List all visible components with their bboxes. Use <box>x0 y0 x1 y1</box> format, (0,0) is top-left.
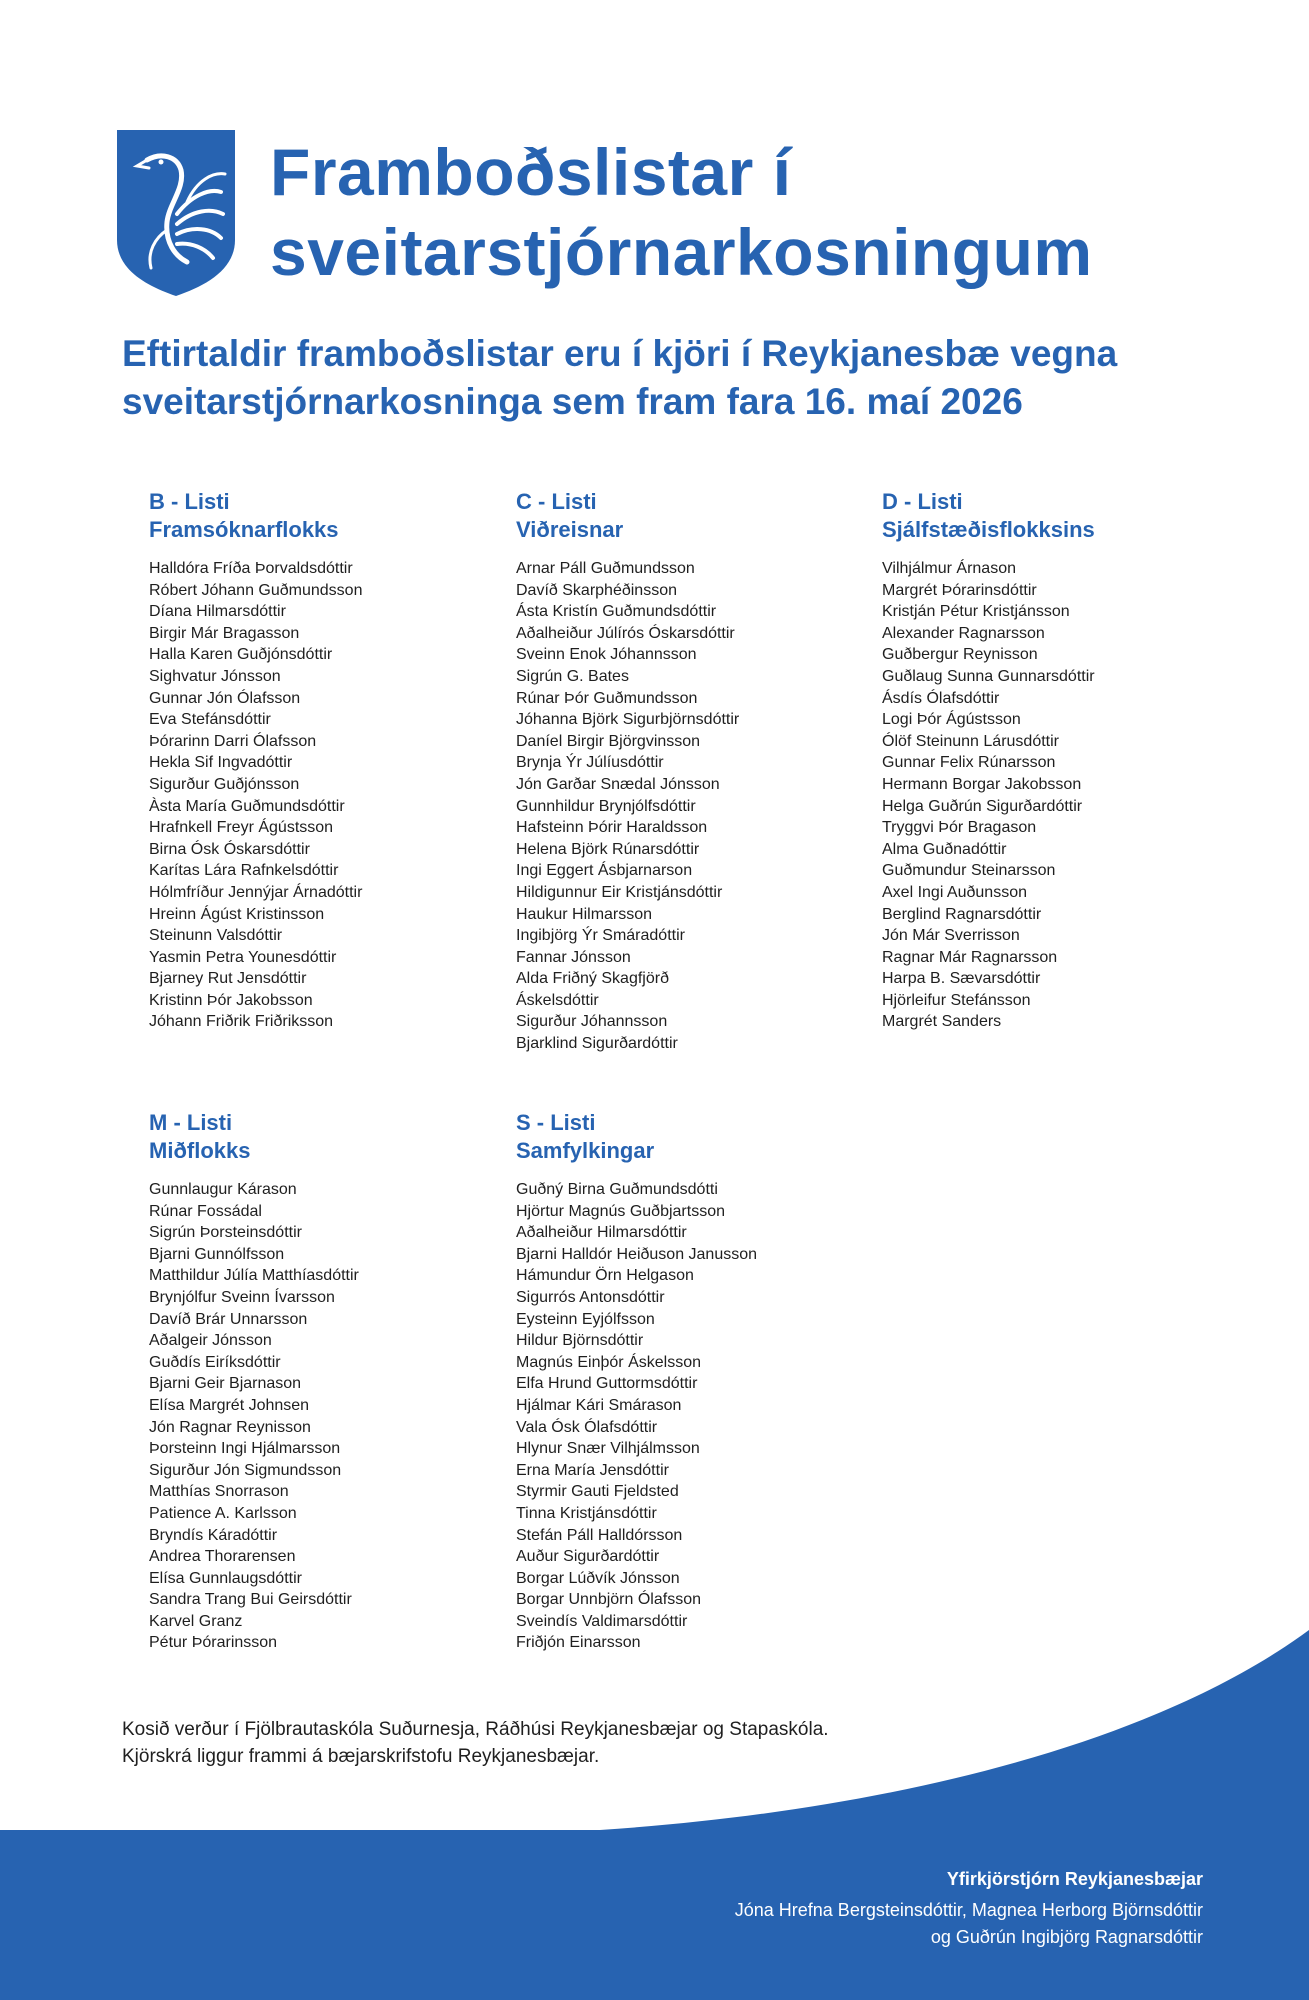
page-title <box>270 132 1270 292</box>
candidate-name: Alexander Ragnarsson <box>882 624 1045 642</box>
candidate-name: Matthildur Júlía Matthíasdóttir <box>149 1267 359 1285</box>
candidate-name: Helena Björk Rúnarsdóttir <box>516 840 700 858</box>
candidate-name: Brynja Ýr Júlíusdóttir <box>516 754 664 772</box>
candidate-name: Aðalheiður Júlírós Óskarsdóttir <box>516 624 735 642</box>
candidate-name: Sigurrós Antonsdóttir <box>516 1288 665 1306</box>
candidate-name: Jón Ragnar Reynisson <box>149 1418 311 1436</box>
candidate-name: Bjarni Halldór Heiðuson Janusson <box>516 1245 758 1263</box>
candidate-name: Harpa B. Sævarsdóttir <box>882 970 1041 988</box>
voting-locations: Kosið verður í Fjölbrautaskóla Suðurnesja, Ráðhúsi Reykjanesbæjar og Stapaskóla. <box>122 1719 829 1740</box>
candidate-name: Gunnar Felix Rúnarsson <box>882 754 1056 772</box>
candidate-name: Erna María Jensdóttir <box>516 1461 669 1479</box>
candidate-name: Berglind Ragnarsdóttir <box>882 905 1042 923</box>
candidate-name: Helga Guðrún Sigurðardóttir <box>882 797 1083 815</box>
candidate-name: Patience A. Karlsson <box>149 1504 297 1522</box>
candidate-name: Hámundur Örn Helgason <box>516 1267 694 1285</box>
party-name: Sjálfstæðisflokksins <box>882 517 1095 542</box>
candidate-name: Hreinn Ágúst Kristinsson <box>149 905 325 923</box>
candidate-name: Jón Garðar Snædal Jónsson <box>516 775 720 793</box>
candidate-name: Sigrún G. Bates <box>516 667 629 685</box>
candidate-name: Hermann Borgar Jakobsson <box>882 775 1082 793</box>
candidate-name: Rúnar Fossádal <box>149 1202 262 1220</box>
candidate-name: Pétur Þórarinsson <box>149 1634 278 1652</box>
candidate-name: Yasmin Petra Younesdóttir <box>149 948 337 966</box>
list-heading <box>149 1109 489 1165</box>
candidate-list <box>516 1179 856 1654</box>
candidate-name: Karítas Lára Rafnkelsdóttir <box>149 862 339 880</box>
list-c <box>516 488 856 1055</box>
party-name: Samfylkingar <box>516 1138 655 1163</box>
candidate-name: Hrafnkell Freyr Ágústsson <box>149 819 334 837</box>
candidate-name: Andrea Thorarensen <box>149 1548 296 1566</box>
candidate-name: Birgir Már Bragasson <box>149 624 300 642</box>
candidate-name: Tryggvi Þór Bragason <box>882 819 1037 837</box>
candidate-name: Àsta María Guðmundsdóttir <box>149 797 345 815</box>
candidate-list <box>882 558 1222 1033</box>
page-subtitle <box>122 330 1242 426</box>
signature-line-1: Jóna Hrefna Bergsteinsdóttir, Magnea Herborg Björnsdóttir <box>734 1900 1203 1920</box>
signature <box>735 1866 1203 1951</box>
candidate-name: Alma Guðnadóttir <box>882 840 1007 858</box>
candidate-name: Eysteinn Eyjólfsson <box>516 1310 655 1328</box>
candidate-name: Margrét Sanders <box>882 1013 1002 1031</box>
candidate-name: Halla Karen Guðjónsdóttir <box>149 646 333 664</box>
list-label: S - Listi <box>516 1110 596 1135</box>
candidate-list <box>516 558 856 1055</box>
candidate-name: Díana Hilmarsdóttir <box>149 603 286 621</box>
candidate-list <box>149 1179 489 1654</box>
candidate-name: Guðdís Eiríksdóttir <box>149 1353 281 1371</box>
subtitle-line-1: Eftirtaldir framboðslistar eru í kjöri í Reykjanesbæ vegna <box>122 333 1118 374</box>
candidate-name: Hjörleifur Stefánsson <box>882 991 1031 1009</box>
candidate-name: Ásdís Ólafsdóttir <box>882 689 1000 707</box>
list-label: D - Listi <box>882 489 963 514</box>
candidate-name: Sighvatur Jónsson <box>149 667 281 685</box>
party-name: Viðreisnar <box>516 517 624 542</box>
candidate-name: Jóhann Friðrik Friðriksson <box>149 1013 334 1031</box>
candidate-name: Daníel Birgir Björgvinsson <box>516 732 701 750</box>
candidate-name: Halldóra Fríða Þorvaldsdóttir <box>149 560 353 577</box>
candidate-name: Jóhanna Björk Sigurbjörnsdóttir <box>516 711 740 729</box>
candidate-name: Haukur Hilmarsson <box>516 905 653 923</box>
reykjanesbaer-crest-icon <box>117 130 235 296</box>
candidate-name: Matthías Snorrason <box>149 1483 289 1501</box>
candidate-name: Hafsteinn Þórir Haraldsson <box>516 819 708 837</box>
candidate-name: Guðný Birna Guðmundsdótti <box>516 1181 718 1198</box>
signature-line-2: og Guðrún Ingibjörg Ragnarsdóttir <box>930 1927 1203 1947</box>
candidate-name: Ragnar Már Ragnarsson <box>882 948 1058 966</box>
candidate-name: Ásta Kristín Guðmundsdóttir <box>516 603 717 621</box>
candidate-name: Rúnar Þór Guðmundsson <box>516 689 698 707</box>
candidate-name: Vala Ósk Ólafsdóttir <box>516 1418 658 1436</box>
candidate-name: Guðbergur Reynisson <box>882 646 1038 664</box>
candidate-name: Magnús Einþór Áskelsson <box>516 1353 701 1371</box>
candidate-name: Bjarney Rut Jensdóttir <box>149 970 307 988</box>
candidate-name: Bjarni Geir Bjarnason <box>149 1375 302 1393</box>
candidate-name: Hlynur Snær Vilhjálmsson <box>516 1440 700 1458</box>
candidate-name: Áskelsdóttir <box>516 991 599 1009</box>
candidate-name: Arnar Páll Guðmundsson <box>516 560 695 577</box>
candidate-name: Hekla Sif Ingvadóttir <box>149 754 293 772</box>
candidate-name: Sigurður Guðjónsson <box>149 775 300 793</box>
candidate-name: Hildigunnur Eir Kristjánsdóttir <box>516 883 723 901</box>
list-b <box>149 488 489 1033</box>
candidate-name: Ingibjörg Ýr Smáradóttir <box>516 927 685 945</box>
list-heading <box>149 488 489 544</box>
candidate-name: Alda Friðný Skagfjörð <box>516 970 669 988</box>
candidate-name: Þórarinn Darri Ólafsson <box>149 732 317 750</box>
candidate-name: Axel Ingi Auðunsson <box>882 883 1027 901</box>
candidate-name: Styrmir Gauti Fjeldsted <box>516 1483 679 1501</box>
candidate-name: Bryndís Káradóttir <box>149 1526 278 1544</box>
candidate-name: Eva Stefánsdóttir <box>149 711 271 729</box>
candidate-name: Ólöf Steinunn Lárusdóttir <box>882 732 1059 750</box>
title-line-1: Framboðslistar í <box>270 135 792 209</box>
candidate-name: Róbert Jóhann Guðmundsson <box>149 581 363 599</box>
candidate-name: Fannar Jónsson <box>516 948 631 966</box>
candidate-name: Sveinn Enok Jóhannsson <box>516 646 697 664</box>
list-m <box>149 1109 489 1654</box>
candidate-name: Jón Már Sverrisson <box>882 927 1020 945</box>
candidate-name: Margrét Þórarinsdóttir <box>882 581 1037 599</box>
candidate-name: Friðjón Einarsson <box>516 1634 641 1652</box>
candidate-name: Gunnar Jón Ólafsson <box>149 689 301 707</box>
candidate-name: Sigurður Jóhannsson <box>516 1013 668 1031</box>
candidate-name: Tinna Kristjánsdóttir <box>516 1504 657 1522</box>
candidate-name: Gunnlaugur Kárason <box>149 1181 297 1198</box>
subtitle-line-2: sveitarstjórnarkosninga sem fram fara 16. maí 2026 <box>122 381 1023 422</box>
candidate-name: Sandra Trang Bui Geirsdóttir <box>149 1591 352 1609</box>
candidate-name: Gunnhildur Brynjólfsdóttir <box>516 797 696 815</box>
party-name: Framsóknarflokks <box>149 517 339 542</box>
candidate-name: Guðmundur Steinarsson <box>882 862 1056 880</box>
party-name: Miðflokks <box>149 1138 251 1163</box>
candidate-name: Aðalheiður Hilmarsdóttir <box>516 1224 687 1242</box>
candidate-name: Bjarni Gunnólfsson <box>149 1245 285 1263</box>
candidate-name: Sveindís Valdimarsdóttir <box>516 1612 688 1630</box>
list-label: C - Listi <box>516 489 597 514</box>
candidate-name: Logi Þór Ágústsson <box>882 711 1021 729</box>
list-label: M - Listi <box>149 1110 233 1135</box>
candidate-name: Borgar Lúðvík Jónsson <box>516 1569 680 1587</box>
candidate-name: Hjörtur Magnús Guðbjartsson <box>516 1202 725 1220</box>
candidate-name: Kristján Pétur Kristjánsson <box>882 603 1070 621</box>
candidate-name: Ingi Eggert Ásbjarnarson <box>516 862 693 880</box>
candidate-name: Stefán Páll Halldórsson <box>516 1526 683 1544</box>
candidate-name: Guðlaug Sunna Gunnarsdóttir <box>882 667 1095 685</box>
list-s <box>516 1109 856 1654</box>
title-line-2: sveitarstjórnarkosningum <box>270 215 1093 289</box>
candidate-name: Birna Ósk Óskarsdóttir <box>149 840 310 858</box>
candidate-name: Vilhjálmur Árnason <box>882 560 1016 577</box>
candidate-name: Elfa Hrund Guttormsdóttir <box>516 1375 698 1393</box>
list-d <box>882 488 1222 1033</box>
candidate-name: Hólmfríður Jennýjar Árnadóttir <box>149 883 363 901</box>
signature-title: Yfirkjörstjórn Reykjanesbæjar <box>946 1869 1203 1889</box>
candidate-name: Karvel Granz <box>149 1612 243 1630</box>
candidate-name: Aðalgeir Jónsson <box>149 1332 272 1350</box>
list-heading <box>882 488 1222 544</box>
candidate-name: Davíð Brár Unnarsson <box>149 1310 308 1328</box>
list-label: B - Listi <box>149 489 230 514</box>
candidate-name: Brynjólfur Sveinn Ívarsson <box>149 1288 335 1306</box>
candidate-name: Steinunn Valsdóttir <box>149 927 283 945</box>
candidate-name: Hildur Björnsdóttir <box>516 1332 644 1350</box>
candidate-name: Borgar Unnbjörn Ólafsson <box>516 1591 701 1609</box>
candidate-name: Hjálmar Kári Smárason <box>516 1396 682 1414</box>
voter-register-info: Kjörskrá liggur frammi á bæjarskrifstofu Reykjanesbæjar. <box>122 1746 600 1767</box>
list-heading <box>516 1109 856 1165</box>
candidate-name: Bjarklind Sigurðardóttir <box>516 1035 678 1053</box>
candidate-name: Þorsteinn Ingi Hjálmarsson <box>149 1440 341 1458</box>
candidate-name: Sigrún Þorsteinsdóttir <box>149 1224 302 1242</box>
candidate-name: Elísa Gunnlaugsdóttir <box>149 1569 302 1587</box>
candidate-name: Sigurður Jón Sigmundsson <box>149 1461 342 1479</box>
candidate-name: Auður Sigurðardóttir <box>516 1548 660 1566</box>
candidate-name: Kristinn Þór Jakobsson <box>149 991 313 1009</box>
list-heading <box>516 488 856 544</box>
candidate-name: Elísa Margrét Johnsen <box>149 1396 310 1414</box>
candidate-list <box>149 558 489 1033</box>
candidate-name: Davíð Skarphéðinsson <box>516 581 677 599</box>
